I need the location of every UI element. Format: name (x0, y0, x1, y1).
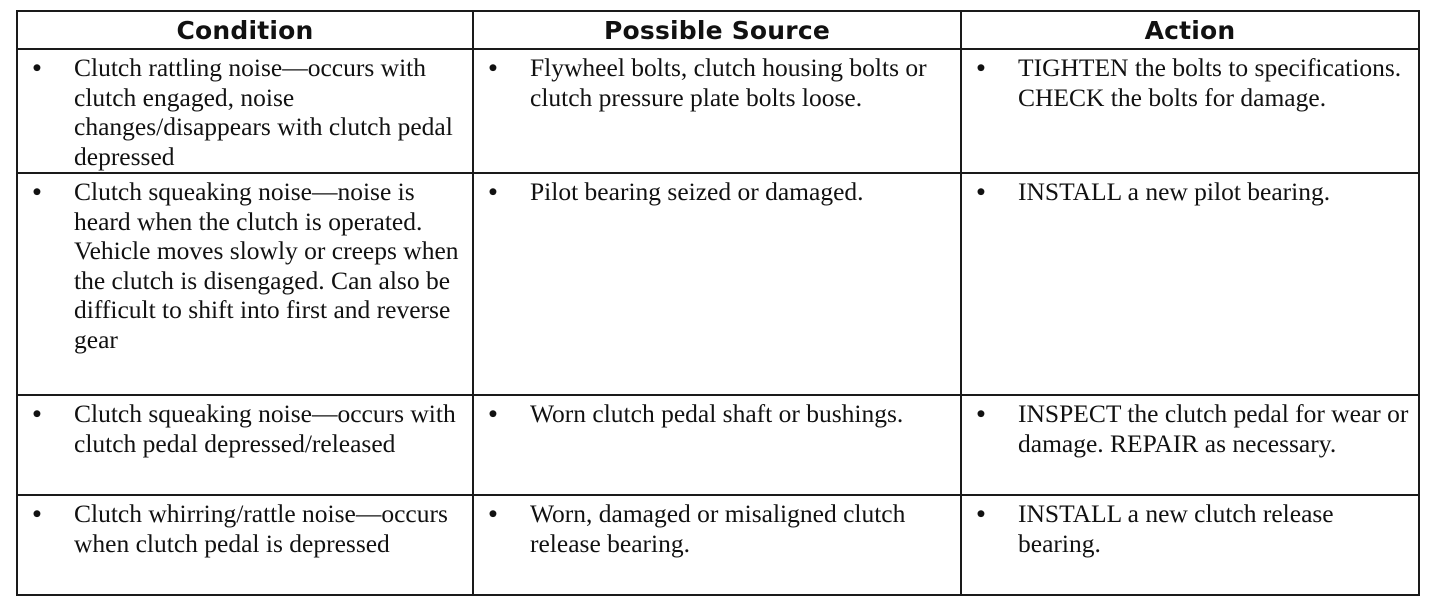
bullet-icon: • (488, 177, 498, 206)
condition-cell (17, 395, 473, 495)
table-row (17, 395, 1419, 495)
table-row (17, 49, 1419, 173)
action-text: TIGHTEN the bolts to specifications. CHECK the bolts for damage. (1018, 53, 1402, 112)
bullet-icon: • (488, 399, 498, 428)
header-condition: Condition (17, 11, 473, 49)
condition-text: Clutch whirring/rattle noise—occurs when clutch pedal is depressed (74, 499, 448, 558)
header-row (17, 11, 1419, 49)
table-row (17, 495, 1419, 595)
condition-text: Clutch squeaking noise—occurs with clutch pedal depressed/released (74, 399, 456, 458)
header-action: Action (961, 11, 1419, 49)
source-cell (473, 395, 961, 495)
action-text: INSPECT the clutch pedal for wear or damage. REPAIR as necessary. (1018, 399, 1409, 458)
bullet-icon: • (32, 499, 42, 528)
source-cell (473, 495, 961, 595)
action-cell (961, 495, 1419, 595)
bullet-icon: • (976, 53, 986, 82)
action-text: INSTALL a new pilot bearing. (1018, 177, 1331, 206)
condition-cell (17, 495, 473, 595)
action-cell (961, 173, 1419, 395)
condition-text: Clutch rattling noise—occurs with clutch engaged, noise changes/disappears with clutch pedal depressed (74, 53, 453, 171)
bullet-icon: • (976, 399, 986, 428)
bullet-icon: • (488, 499, 498, 528)
source-cell (473, 49, 961, 173)
action-cell (961, 395, 1419, 495)
table-row (17, 173, 1419, 395)
condition-cell (17, 49, 473, 173)
header-possible-source: Possible Source (473, 11, 961, 49)
bullet-icon: • (32, 177, 42, 206)
action-text: INSTALL a new clutch release bearing. (1018, 499, 1334, 558)
source-text: Flywheel bolts, clutch housing bolts or clutch pressure plate bolts loose. (530, 53, 927, 112)
condition-text: Clutch squeaking noise—noise is heard when the clutch is operated. Vehicle moves slowly or creeps when the clutch is disengaged. Can also be difficult to shift into first and reverse gear (74, 177, 459, 354)
bullet-icon: • (488, 53, 498, 82)
source-text: Worn, damaged or misaligned clutch release bearing. (530, 499, 906, 558)
source-text: Worn clutch pedal shaft or bushings. (530, 399, 904, 428)
condition-cell (17, 173, 473, 395)
bullet-icon: • (976, 499, 986, 528)
bullet-icon: • (32, 399, 42, 428)
source-cell (473, 173, 961, 395)
bullet-icon: • (976, 177, 986, 206)
diagnosis-table (16, 10, 1420, 596)
bullet-icon: • (32, 53, 42, 82)
source-text: Pilot bearing seized or damaged. (530, 177, 864, 206)
action-cell (961, 49, 1419, 173)
